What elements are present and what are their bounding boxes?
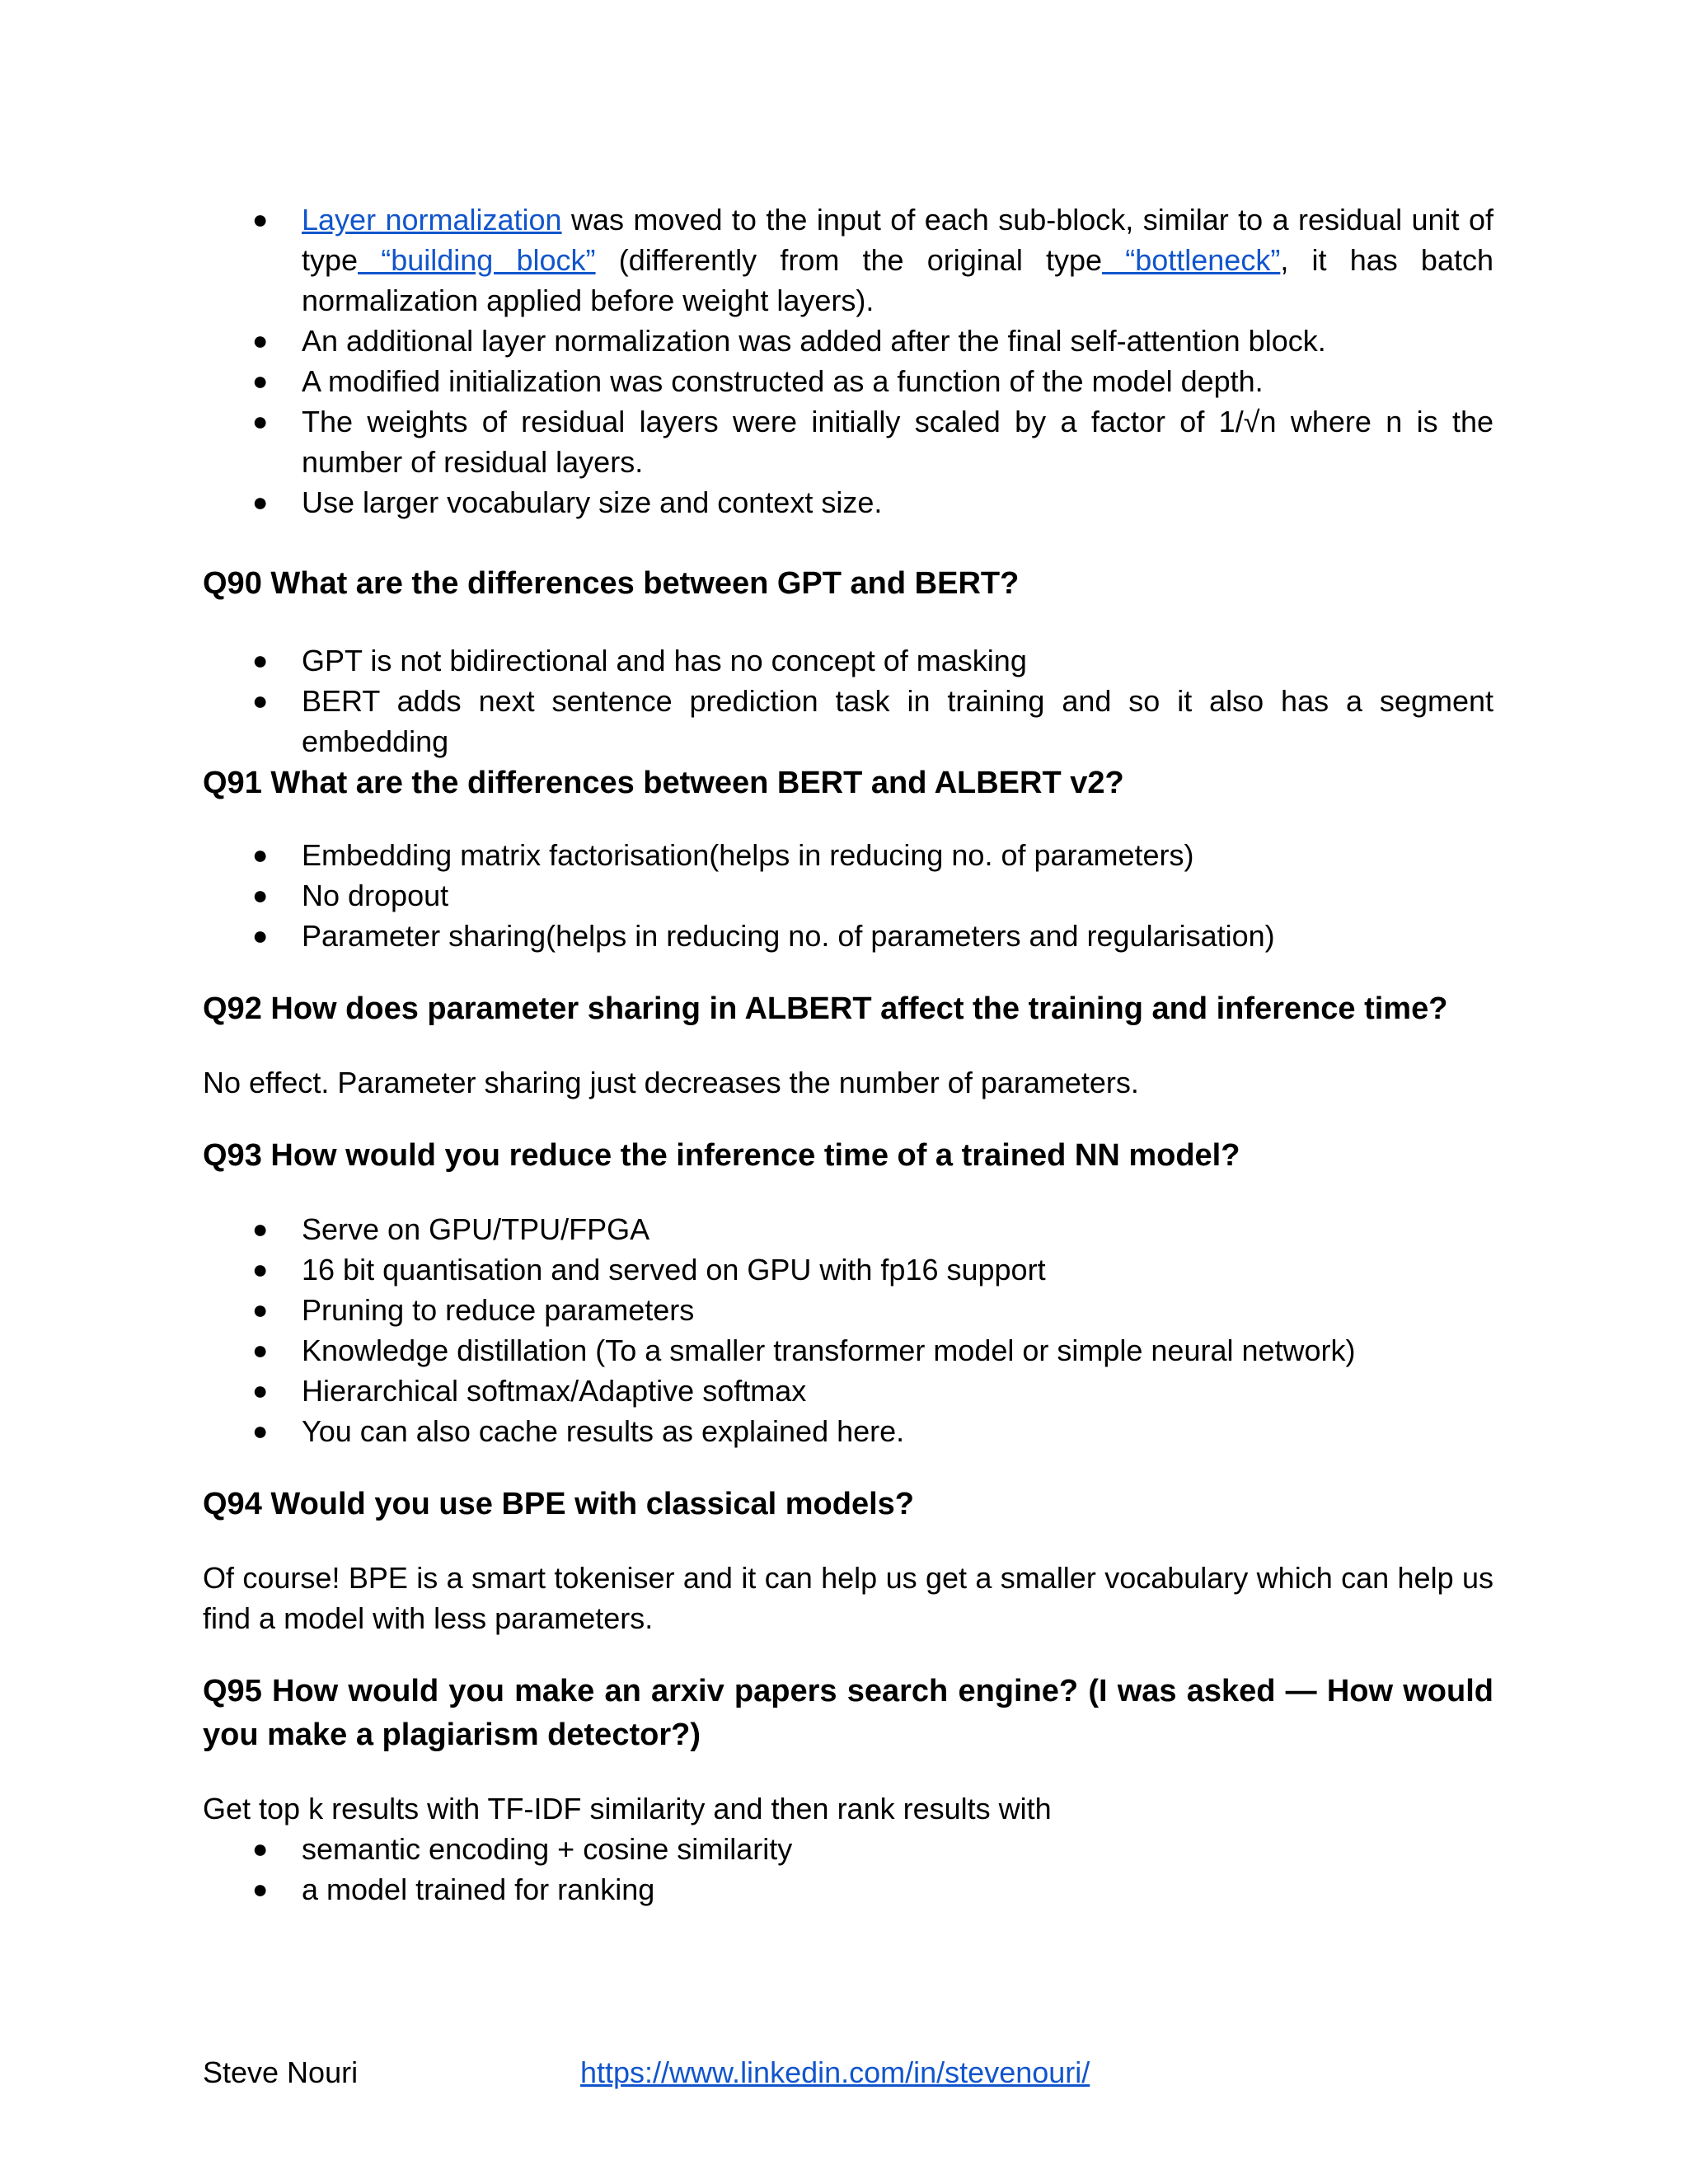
list-item <box>203 1411 1493 1451</box>
list-item <box>203 835 1493 875</box>
q94-answer: Of course! BPE is a smart tokeniser and it can help us get a smaller vocabulary which can help us find a model with less parameters. <box>203 1561 1493 1635</box>
list-item-text: A modified initialization was constructed as a function of the model depth. <box>302 364 1264 398</box>
list-item <box>203 1829 1493 1869</box>
list-item-text: , it has batch normalization applied before weight layers). <box>302 243 1493 317</box>
intro-list <box>203 199 1493 523</box>
bullet-icon: ● <box>252 880 269 910</box>
q90-heading: Q90 What are the differences between GPT and BERT? <box>203 566 1020 601</box>
bottleneck-link[interactable]: “bottleneck” <box>1102 243 1281 277</box>
q94-heading: Q94 Would you use BPE with classical models? <box>203 1487 914 1521</box>
list-item-text: Serve on GPU/TPU/FPGA <box>302 1212 650 1246</box>
footer-author: Steve Nouri <box>203 2055 359 2089</box>
q93-list <box>203 1209 1493 1451</box>
bullet-icon: ● <box>252 1335 269 1365</box>
bullet-icon: ● <box>252 1295 269 1324</box>
bullet-icon: ● <box>252 406 269 436</box>
bullet-icon: ● <box>252 645 269 675</box>
bullet-icon: ● <box>252 1834 269 1863</box>
list-item-text: Knowledge distillation (To a smaller transformer model or simple neural network) <box>302 1333 1356 1367</box>
list-item <box>203 681 1493 762</box>
list-item-text: Embedding matrix factorisation(helps in reducing no. of parameters) <box>302 838 1194 872</box>
bullet-icon: ● <box>252 840 269 869</box>
q92-answer: No effect. Parameter sharing just decreases the number of parameters. <box>203 1066 1139 1099</box>
list-item <box>203 401 1493 482</box>
bullet-icon: ● <box>252 1874 269 1904</box>
list-item-text: Hierarchical softmax/Adaptive softmax <box>302 1374 807 1408</box>
list-item <box>203 482 1493 523</box>
q95-heading: Q95 How would you make an arxiv papers search engine? (I was asked — How would you make a plagiarism detector?) <box>203 1674 1493 1752</box>
bullet-icon: ● <box>252 204 269 234</box>
list-item-text: You can also cache results as explained here. <box>302 1414 905 1448</box>
list-item-text: Use larger vocabulary size and context size. <box>302 485 883 519</box>
list-item <box>203 1330 1493 1371</box>
list-item <box>203 875 1493 916</box>
document-body <box>203 199 1493 1910</box>
bullet-icon: ● <box>252 1214 269 1244</box>
list-item <box>203 1249 1493 1290</box>
list-item-text: BERT adds next sentence prediction task in training and so it also has a segment embedding <box>302 684 1493 758</box>
q91-heading: Q91 What are the differences between BERT and ALBERT v2? <box>203 766 1124 800</box>
list-item <box>203 361 1493 401</box>
list-item-text: No dropout <box>302 879 449 912</box>
list-item-text: The weights of residual layers were initially scaled by a factor of 1/√n where n is the number of residual layers. <box>302 405 1493 479</box>
page-footer <box>203 2052 1493 2093</box>
q91-list <box>203 835 1493 956</box>
bullet-icon: ● <box>252 1376 269 1405</box>
linkedin-link[interactable]: https://www.linkedin.com/in/stevenouri/ <box>580 2055 1090 2089</box>
bullet-icon: ● <box>252 1254 269 1284</box>
list-item-text: An additional layer normalization was added after the final self-attention block. <box>302 324 1326 358</box>
list-item-text: (differently from the original type <box>595 243 1103 277</box>
bullet-icon: ● <box>252 366 269 396</box>
list-item-text: a model trained for ranking <box>302 1872 655 1906</box>
list-item-text: 16 bit quantisation and served on GPU with fp16 support <box>302 1253 1046 1286</box>
bullet-icon: ● <box>252 326 269 355</box>
q95-answer: Get top k results with TF-IDF similarity and then rank results with <box>203 1792 1052 1825</box>
building-block-link[interactable]: “building block” <box>358 243 596 277</box>
list-item <box>203 1869 1493 1910</box>
list-item-text: semantic encoding + cosine similarity <box>302 1832 793 1866</box>
list-item <box>203 1290 1493 1330</box>
bullet-icon: ● <box>252 686 269 715</box>
list-item-text: Pruning to reduce parameters <box>302 1293 695 1327</box>
layer-normalization-link[interactable]: Layer normalization <box>302 203 562 237</box>
list-item-text: was moved to the input of each sub-block, similar to a residual unit of type <box>302 203 1493 277</box>
q95-list <box>203 1829 1493 1910</box>
list-item-text: Parameter sharing(helps in reducing no. of parameters and regularisation) <box>302 919 1275 953</box>
list-item <box>203 1209 1493 1249</box>
list-item <box>203 199 1493 321</box>
bullet-icon: ● <box>252 1416 269 1446</box>
q93-heading: Q93 How would you reduce the inference time of a trained NN model? <box>203 1138 1240 1173</box>
list-item <box>203 640 1493 681</box>
bullet-icon: ● <box>252 921 269 950</box>
q90-list <box>203 640 1493 762</box>
list-item <box>203 321 1493 361</box>
bullet-icon: ● <box>252 487 269 517</box>
q92-heading: Q92 How does parameter sharing in ALBERT affect the training and inference time? <box>203 991 1448 1026</box>
list-item <box>203 1371 1493 1411</box>
list-item-text: GPT is not bidirectional and has no concept of masking <box>302 644 1027 677</box>
list-item <box>203 916 1493 956</box>
